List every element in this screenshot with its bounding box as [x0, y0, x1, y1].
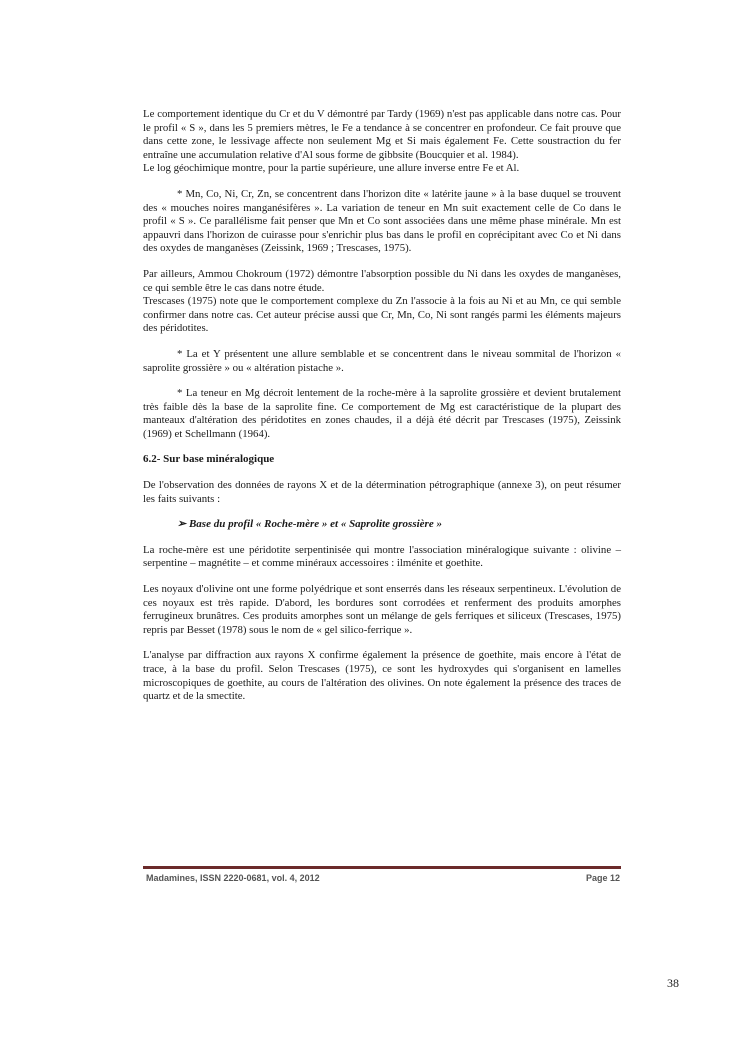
paragraph: Par ailleurs, Ammou Chokroum (1972) démontre l'absorption possible du Ni dans les oxydes de manganèses, ce qui semble être le cas dans notre étude.: [143, 267, 621, 294]
footer-journal: Madamines, ISSN 2220-0681, vol. 4, 2012: [146, 873, 320, 883]
paragraph: Le log géochimique montre, pour la partie supérieure, une allure inverse entre Fe et Al.: [143, 162, 520, 175]
paragraph: L'analyse par diffraction aux rayons X confirme également la présence de goethite, mais encore à l'état de trace, à la base du profil. Selon Trescases (1975), ce sont les hydroxydes qui s'organisent en lamelles microscopiques de goethite, au cours de l'altération des olivines. On note également la présence des traces de quartz et de la smectite.: [143, 649, 621, 703]
paragraph: * La et Y présentent une allure semblable et se concentrent dans le niveau sommital de l'horizon « saprolite grossière » ou « altération pistache ».: [143, 347, 621, 374]
paragraph: De l'observation des données de rayons X et de la détermination pétrographique (annexe 3), on peut résumer les faits suivants :: [143, 479, 621, 505]
paragraph: * Mn, Co, Ni, Cr, Zn, se concentrent dans l'horizon dite « latérite jaune » à la base duquel se trouvent des « mouches noires manganésifères ». La variation de teneur en Mn suit exactement celle de Co dans le profil « S ». Ce parallélisme fait penser que Mn et Co sont associées dans une même phase minérale. Mn est appauvri dans l'horizon de cuirasse pour s'enrichir plus bas dans le profil en coprécipitant avec Co et Ni dans des oxydes de manganèses (Zeissink, 1969 ; Trescases, 1975).: [143, 187, 621, 255]
section-heading: 6.2- Sur base minéralogique: [143, 453, 275, 466]
subsection-heading: ➢ Base du profil « Roche-mère » et « Saprolite grossière »: [177, 518, 442, 531]
paragraph: Les noyaux d'olivine ont une forme polyédrique et sont enserrés dans les réseaux serpentineux. L'évolution de ces noyaux est très rapide. D'abord, les bordures sont corrodées et renferment des produits amorphes ferrugineux brunâtres. Ces produits amorphes sont un mélange de gels ferriques et siliceux (Trescases, 1975) repris par Besset (1978) sous le nom de « gel silico-ferrique ».: [143, 583, 621, 636]
paragraph: La roche-mère est une péridotite serpentinisée qui montre l'association minéralogique suivante : olivine – serpentine – magnétite – et comme minéraux accessoires : ilménite et goethite.: [143, 543, 621, 570]
footer-page: Page 12: [585, 873, 620, 883]
paragraph: * La teneur en Mg décroit lentement de la roche-mère à la saprolite grossière et devient brutalement très faible dès la base de la saprolite fine. Ce comportement de Mg est caractéristique de la plupart des manteaux d'altération des péridotites en zones chaudes, il a déjà été décrit par Trescases (1975), Zeissink (1969) et Schellmann (1964).: [143, 387, 621, 440]
page-number: 38: [667, 976, 679, 990]
paragraph: Trescases (1975) note que le comportement complexe du Zn l'associe à la fois au Ni et au Mn, ce qui semble confirmer dans notre cas. Cet auteur précise aussi que Cr, Mn, Co, Ni sont rangés parmi les éléments majeurs des péridotites.: [143, 295, 621, 335]
footer-rule: [143, 866, 621, 869]
paragraph: Le comportement identique du Cr et du V démontré par Tardy (1969) n'est pas applicable dans notre cas. Pour le profil « S », dans les 5 premiers mètres, le Fe a tendance à se concentrer en profondeur. Ce fait prouve que dans cette zone, le lessivage affecte non seulement Mg et Si mais également Fe. Cette soustraction du fer entraîne une accumulation relative d'Al sous forme de gibbsite (Boucquier et al. 1984).: [143, 108, 621, 161]
document-body: [143, 108, 621, 704]
